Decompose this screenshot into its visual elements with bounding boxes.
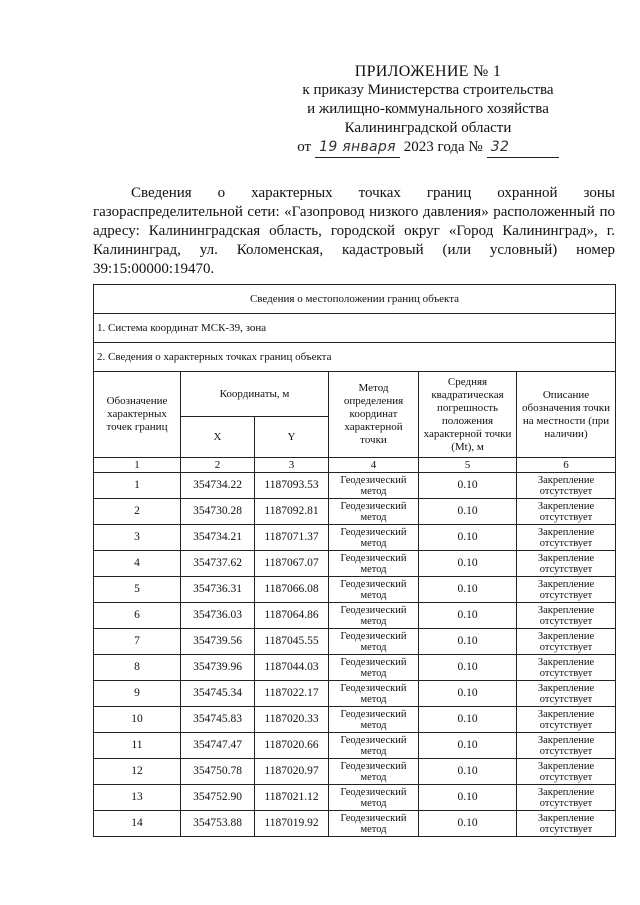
point-number: 8: [94, 655, 181, 681]
table-row: [94, 577, 616, 603]
method-cell: Геодезический метод: [329, 577, 419, 603]
col-designation-header: Обозначение характерных точек границ: [94, 372, 181, 458]
method-cell: Геодезический метод: [329, 785, 419, 811]
x-coordinate: 354734.21: [181, 525, 255, 551]
y-coordinate: 1187021.12: [255, 785, 329, 811]
col-number: 3: [255, 458, 329, 473]
table-body: [94, 473, 616, 837]
method-cell: Геодезический метод: [329, 473, 419, 499]
y-coordinate: 1187020.33: [255, 707, 329, 733]
y-coordinate: 1187071.37: [255, 525, 329, 551]
point-number: 12: [94, 759, 181, 785]
description-cell: Закрепление отсутствует: [517, 499, 616, 525]
point-number: 5: [94, 577, 181, 603]
coordinate-system-label: 1. Система координат МСК-39, зона: [94, 314, 616, 343]
error-cell: 0.10: [419, 655, 517, 681]
method-cell: Геодезический метод: [329, 759, 419, 785]
table-title: Сведения о местоположении границ объекта: [94, 285, 616, 314]
error-cell: 0.10: [419, 759, 517, 785]
y-coordinate: 1187045.55: [255, 629, 329, 655]
error-cell: 0.10: [419, 499, 517, 525]
appendix-header: [278, 62, 578, 158]
method-cell: Геодезический метод: [329, 525, 419, 551]
y-coordinate: 1187020.97: [255, 759, 329, 785]
x-coordinate: 354750.78: [181, 759, 255, 785]
table-row: [94, 603, 616, 629]
appendix-title: ПРИЛОЖЕНИЕ № 1: [354, 63, 502, 80]
order-line-1: к приказу Министерства строительства: [302, 82, 554, 98]
x-coordinate: 354745.34: [181, 681, 255, 707]
col-number: 5: [419, 458, 517, 473]
x-coordinate: 354752.90: [181, 785, 255, 811]
col-number: 1: [94, 458, 181, 473]
boundary-points-table: [93, 284, 616, 837]
y-coordinate: 1187092.81: [255, 499, 329, 525]
intro-paragraph: [93, 184, 615, 279]
error-cell: 0.10: [419, 811, 517, 837]
table-row: [94, 785, 616, 811]
error-cell: 0.10: [419, 577, 517, 603]
table-row: [94, 629, 616, 655]
date-prefix: от: [297, 139, 312, 155]
y-coordinate: 1187044.03: [255, 655, 329, 681]
error-cell: 0.10: [419, 681, 517, 707]
description-cell: Закрепление отсутствует: [517, 681, 616, 707]
section-2-row: [94, 343, 616, 372]
y-coordinate: 1187064.86: [255, 603, 329, 629]
description-cell: Закрепление отсутствует: [517, 551, 616, 577]
table-row: [94, 551, 616, 577]
description-cell: Закрепление отсутствует: [517, 707, 616, 733]
error-cell: 0.10: [419, 603, 517, 629]
y-coordinate: 1187020.66: [255, 733, 329, 759]
col-number: 4: [329, 458, 419, 473]
table-row: [94, 473, 616, 499]
point-number: 4: [94, 551, 181, 577]
description-cell: Закрепление отсутствует: [517, 655, 616, 681]
table-row: [94, 681, 616, 707]
col-x-header: X: [181, 417, 255, 458]
description-cell: Закрепление отсутствует: [517, 759, 616, 785]
description-cell: Закрепление отсутствует: [517, 811, 616, 837]
point-number: 10: [94, 707, 181, 733]
error-cell: 0.10: [419, 551, 517, 577]
description-cell: Закрепление отсутствует: [517, 473, 616, 499]
col-number: 2: [181, 458, 255, 473]
date-suffix: 2023 года №: [403, 139, 483, 155]
y-coordinate: 1187019.92: [255, 811, 329, 837]
error-cell: 0.10: [419, 785, 517, 811]
description-cell: Закрепление отсутствует: [517, 733, 616, 759]
method-cell: Геодезический метод: [329, 655, 419, 681]
handwritten-order-number: 32: [487, 138, 559, 158]
x-coordinate: 354737.62: [181, 551, 255, 577]
table-title-row: [94, 285, 616, 314]
description-cell: Закрепление отсутствует: [517, 629, 616, 655]
point-number: 2: [94, 499, 181, 525]
x-coordinate: 354734.22: [181, 473, 255, 499]
column-header-row: [94, 372, 616, 417]
col-method-header: Метод определения координат характерной точки: [329, 372, 419, 458]
error-cell: 0.10: [419, 525, 517, 551]
method-cell: Геодезический метод: [329, 707, 419, 733]
column-number-row: [94, 458, 616, 473]
error-cell: 0.10: [419, 733, 517, 759]
col-error-header: Средняя квадратическая погрешность положения характерной точки (Mt), м: [419, 372, 517, 458]
method-cell: Геодезический метод: [329, 551, 419, 577]
x-coordinate: 354753.88: [181, 811, 255, 837]
x-coordinate: 354745.83: [181, 707, 255, 733]
table-row: [94, 759, 616, 785]
point-number: 13: [94, 785, 181, 811]
table-row: [94, 499, 616, 525]
col-coords-header: Координаты, м: [181, 372, 329, 417]
x-coordinate: 354747.47: [181, 733, 255, 759]
col-y-header: Y: [255, 417, 329, 458]
x-coordinate: 354739.56: [181, 629, 255, 655]
method-cell: Геодезический метод: [329, 811, 419, 837]
order-line-3: Калининградской области: [344, 120, 512, 136]
x-coordinate: 354736.31: [181, 577, 255, 603]
table-row: [94, 525, 616, 551]
method-cell: Геодезический метод: [329, 499, 419, 525]
table-row: [94, 811, 616, 837]
method-cell: Геодезический метод: [329, 629, 419, 655]
order-date-line: [278, 138, 578, 158]
handwritten-date: 19 января: [315, 138, 400, 158]
intro-text: Сведения о характерных точках границ охранной зоны газораспределительной сети: «Газопровод низкого давления» расположенный по адресу: Калининградская область, городской округ «Город Калининград», г. Калининград, ул. Коломенская, кадастровый (или условный) номер 39:15:00000:19470.: [93, 185, 615, 277]
point-number: 6: [94, 603, 181, 629]
method-cell: Геодезический метод: [329, 603, 419, 629]
y-coordinate: 1187022.17: [255, 681, 329, 707]
method-cell: Геодезический метод: [329, 733, 419, 759]
point-number: 14: [94, 811, 181, 837]
table-row: [94, 655, 616, 681]
points-section-label: 2. Сведения о характерных точках границ объекта: [94, 343, 616, 372]
description-cell: Закрепление отсутствует: [517, 785, 616, 811]
description-cell: Закрепление отсутствует: [517, 577, 616, 603]
description-cell: Закрепление отсутствует: [517, 525, 616, 551]
method-cell: Геодезический метод: [329, 681, 419, 707]
x-coordinate: 354736.03: [181, 603, 255, 629]
table-row: [94, 707, 616, 733]
point-number: 11: [94, 733, 181, 759]
error-cell: 0.10: [419, 707, 517, 733]
x-coordinate: 354739.96: [181, 655, 255, 681]
error-cell: 0.10: [419, 629, 517, 655]
section-1-row: [94, 314, 616, 343]
point-number: 3: [94, 525, 181, 551]
description-cell: Закрепление отсутствует: [517, 603, 616, 629]
point-number: 1: [94, 473, 181, 499]
col-description-header: Описание обозначения точки на местности (при наличии): [517, 372, 616, 458]
point-number: 7: [94, 629, 181, 655]
col-number: 6: [517, 458, 616, 473]
y-coordinate: 1187066.08: [255, 577, 329, 603]
y-coordinate: 1187093.53: [255, 473, 329, 499]
x-coordinate: 354730.28: [181, 499, 255, 525]
order-line-2: и жилищно-коммунального хозяйства: [307, 101, 549, 117]
point-number: 9: [94, 681, 181, 707]
error-cell: 0.10: [419, 473, 517, 499]
table-row: [94, 733, 616, 759]
y-coordinate: 1187067.07: [255, 551, 329, 577]
